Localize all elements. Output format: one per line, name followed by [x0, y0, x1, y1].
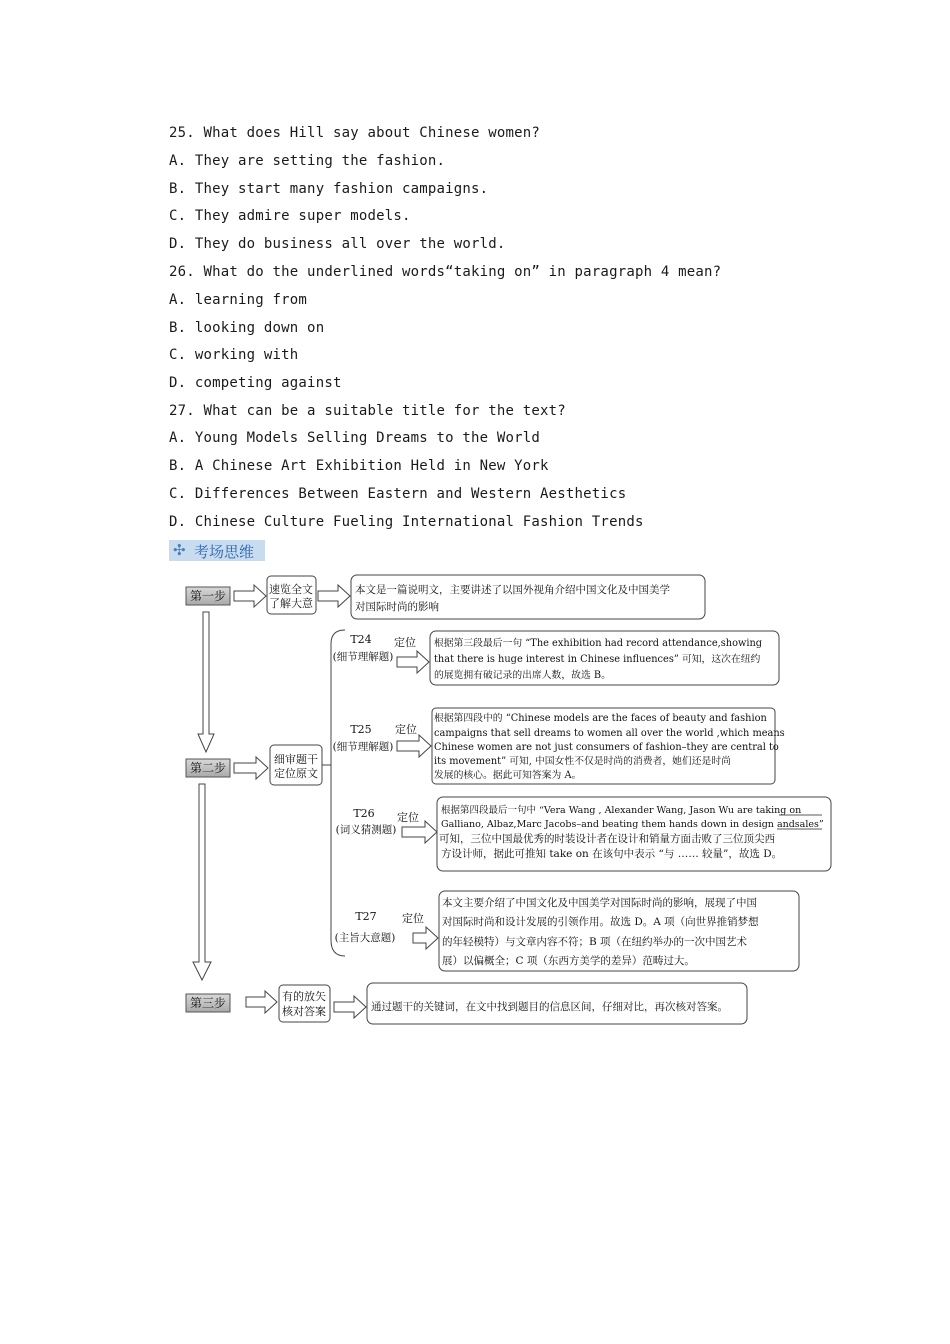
svg-text:对国际时尚和设计发展的引领作用。故选 D。A 项（向世界推销: 对国际时尚和设计发展的引领作用。故选 D。A 项（向世界推销梦想	[442, 916, 759, 928]
down-arrow-icon	[198, 612, 214, 752]
step-3-label-box	[279, 985, 330, 1022]
svg-text:(词义猜测题): (词义猜测题)	[335, 824, 397, 836]
svg-text:T27: T27	[355, 910, 377, 923]
svg-text:展）以偏概全；C 项（东西方美学的差异）范畴过大。: 展）以偏概全；C 项（东西方美学的差异）范畴过大。	[442, 955, 695, 967]
svg-text:通过题干的关键词，在文中找到题目的信息区间，仔细对比，再次核: 通过题干的关键词，在文中找到题目的信息区间，仔细对比，再次核对答案。	[371, 1001, 728, 1013]
right-arrow-icon	[234, 585, 266, 607]
right-arrow-icon	[413, 927, 438, 949]
svg-text:本文是一篇说明文，主要讲述了以国外视角介绍中国文化及中国美学: 本文是一篇说明文，主要讲述了以国外视角介绍中国文化及中国美学	[355, 584, 670, 596]
option-a: A. Young Models Selling Dreams to the World	[169, 430, 541, 446]
svg-text:核对答案: 核对答案	[282, 1005, 326, 1018]
question-stem: 27. What can be a suitable title for the text?	[169, 403, 566, 419]
step-3-text-box	[367, 983, 747, 1024]
svg-text:(主旨大意题): (主旨大意题)	[334, 932, 396, 944]
svg-text:对国际时尚的影响: 对国际时尚的影响	[355, 601, 439, 613]
decor-star-icon: ✣	[173, 541, 186, 559]
step-1-text-box	[351, 575, 705, 619]
right-arrow-icon	[402, 821, 437, 843]
step-2-badge	[186, 759, 230, 777]
option-c: C. working with	[169, 347, 299, 363]
svg-text:第三步: 第三步	[189, 996, 227, 1010]
svg-text:that there is huge interest in: that there is huge interest in Chinese influences” 可知，这次在纽约	[434, 654, 761, 665]
section-title: 考场思维	[194, 543, 255, 561]
svg-text:的展览拥有破记录的出席人数，故选 B。: 的展览拥有破记录的出席人数，故选 B。	[434, 670, 611, 681]
svg-text:campaigns that sell dreams to: campaigns that sell dreams to women all over the world ,which means	[434, 728, 785, 739]
svg-text:可知，三位中国最优秀的时装设计者在设计和销量方面击败了三位顶: 可知，三位中国最优秀的时装设计者在设计和销量方面击败了三位顶尖西	[439, 833, 775, 845]
svg-text:方设计师，据此可推知 take on 在该句中表示 “与 …: 方设计师，据此可推知 take on 在该句中表示 “与 …… 较量”，故选 D。	[441, 848, 783, 860]
svg-text:根据第四段中的 “Chinese models are th: 根据第四段中的 “Chinese models are the faces of beauty and fashion	[434, 713, 767, 724]
svg-text:发展的核心。据此可知答案为 A。: 发展的核心。据此可知答案为 A。	[434, 770, 582, 781]
svg-text:定位: 定位	[395, 723, 417, 736]
right-arrow-icon	[234, 757, 268, 779]
svg-text:的年轻模特）与文章内容不符；B 项（在纽约举办的一次中国艺术: 的年轻模特）与文章内容不符；B 项（在纽约举办的一次中国艺术	[442, 936, 748, 948]
svg-text:了解大意: 了解大意	[269, 597, 313, 610]
option-c: C. They admire super models.	[169, 208, 411, 224]
bracket-line	[331, 630, 345, 956]
svg-text:定位: 定位	[394, 636, 416, 649]
svg-text:定位: 定位	[397, 811, 419, 824]
svg-text:T25: T25	[350, 723, 372, 736]
svg-text:第一步: 第一步	[189, 589, 227, 603]
question-stem: 25. What does Hill say about Chinese women?	[169, 125, 541, 141]
option-a: A. They are setting the fashion.	[169, 153, 446, 169]
option-b: B. A Chinese Art Exhibition Held in New York	[169, 458, 549, 474]
option-d: D. They do business all over the world.	[169, 236, 506, 252]
right-arrow-icon	[246, 991, 277, 1013]
svg-text:Chinese women are not just con: Chinese women are not just consumers of fashion–they are central to	[434, 742, 779, 753]
question-stem: 26. What do the underlined words“taking on” in paragraph 4 mean?	[169, 264, 722, 280]
step-1-label-box	[267, 576, 316, 614]
step-3-badge	[186, 994, 230, 1012]
svg-text:Galliano, Albaz,Marc Jacobs–an: Galliano, Albaz,Marc Jacobs–and beating them hands down in design andsales”	[441, 819, 824, 830]
svg-text:有的放矢: 有的放矢	[282, 990, 326, 1003]
svg-text:细审题干: 细审题干	[274, 753, 318, 766]
t27-item	[335, 891, 799, 971]
svg-text:根据第三段最后一句 “The exhibition had: 根据第三段最后一句 “The exhibition had record attendance,showing	[434, 638, 763, 649]
right-arrow-icon	[397, 735, 431, 757]
svg-text:(细节理解题): (细节理解题)	[332, 741, 394, 753]
svg-text:T26: T26	[353, 807, 375, 820]
down-arrow-icon	[193, 784, 211, 980]
right-arrow-icon	[397, 651, 429, 673]
option-d: D. Chinese Culture Fueling International Fashion Trends	[169, 514, 644, 530]
option-b: B. They start many fashion campaigns.	[169, 181, 489, 197]
svg-text:its movement” 可知, 中国女性不仅是时尚的消费: its movement” 可知, 中国女性不仅是时尚的消费者，她们还是时尚	[434, 756, 731, 767]
step-1-badge	[186, 587, 230, 605]
option-d: D. competing against	[169, 375, 342, 391]
svg-text:本文主要介绍了中国文化及中国美学对国际时尚的影响，展现了中国: 本文主要介绍了中国文化及中国美学对国际时尚的影响，展现了中国	[442, 897, 757, 909]
svg-text:定位原文: 定位原文	[274, 767, 318, 780]
option-c: C. Differences Between Eastern and Western Aesthetics	[169, 486, 627, 502]
svg-text:(细节理解题): (细节理解题)	[332, 651, 394, 663]
svg-text:第二步: 第二步	[189, 761, 227, 775]
svg-text:定位: 定位	[402, 912, 424, 925]
right-arrow-icon	[318, 585, 350, 607]
right-arrow-icon	[334, 996, 366, 1018]
option-b: B. looking down on	[169, 320, 325, 336]
step-2-label-box	[270, 745, 322, 785]
svg-text:速览全文: 速览全文	[269, 583, 313, 596]
svg-text:根据第四段最后一句中 “Vera Wang , Alexan: 根据第四段最后一句中 “Vera Wang , Alexander Wang, Jason Wu are taking on	[441, 805, 802, 816]
option-a: A. learning from	[169, 292, 308, 308]
svg-text:T24: T24	[350, 633, 372, 646]
